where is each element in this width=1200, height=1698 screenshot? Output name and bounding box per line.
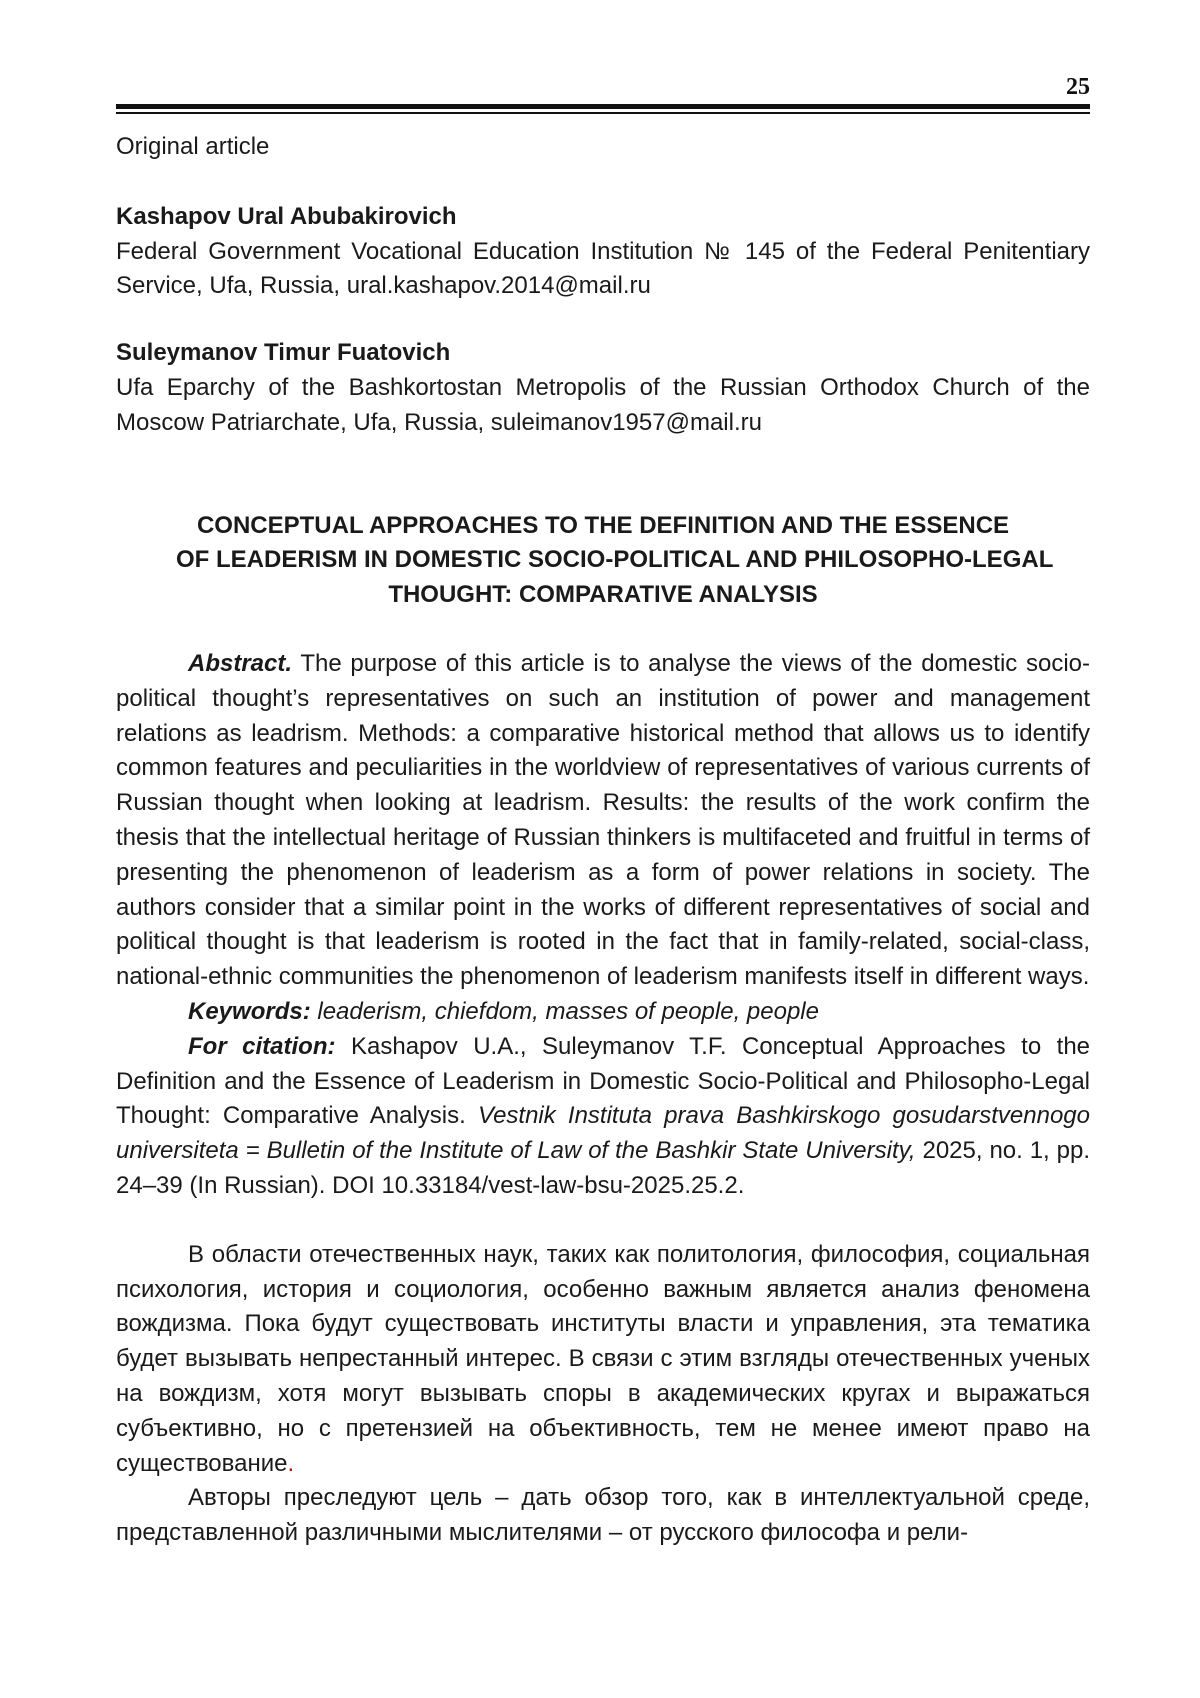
page-number: 25 [1066,74,1090,100]
author-2-affiliation: Ufa Eparchy of the Bashkortostan Metropolis of the Russian Orthodox Church of the Moscow Patriarchate, Ufa, Russia, suleimanov1957@mail.ru [116,373,1090,436]
article-title [116,509,1090,613]
title-line-3: THOUGHT: COMPARATIVE ANALYSIS [388,581,818,609]
article-content [116,130,1090,1551]
keywords-text: leaderism, chiefdom, masses of people, people [317,997,819,1025]
abstract-text: The purpose of this article is to analyse the views of the domestic socio-political thought’s representatives on such an institution of power and management relations as leadrism. Methods: a comparative historical method that allows us to identify common features and peculiarities in the worldview of representatives of various currents of Russian thought when looking at leadrism. Results: the results of the work confirm the thesis that the intellectual heritage of Russian thinkers is multifaceted and fruitful in terms of presenting the phenomenon of leaderism as a form of power relations in society. The authors consider that a similar point in the works of different representatives of social and political thought is that leaderism is rooted in the fact that in family-related, social-class, national-ethnic communities the phenomenon of leaderism manifests itself in different ways. [116,649,1091,991]
article-type: Original article [116,133,270,160]
keywords-label: Keywords: [188,997,311,1025]
citation-label: For citation: [188,1032,336,1060]
citation-text: Kashapov U.A., Suleymanov T.F. Conceptual Approaches to the Definition and the Essence of Leaderism in Domestic Socio-Political and Philosopho-Legal Thought: Comparative Analysis. [116,1032,1091,1130]
body-paragraph-1-text: В области отечественных наук, таких как политология, философия, социальная психология, история и социология, особенно важным является анализ феномена вождизма. Пока будут существовать институты власти и управления, эта тематика будет вызывать непрестанный интерес. В связи с этим взгляды отечественных ученых на вождизм, хотя могут вызывать споры в академических кругах и выражаться субъективно, но с претензией на объективность, тем не менее имеют право на существование [116,1240,1090,1477]
header-rule-thin [116,112,1090,114]
citation-details: 2025, no. 1, pp. 24–39 (In Russian). DOI 10.33184/vest-law-bsu-2025.25.2. [116,1137,1090,1199]
author-2-name: Suleymanov Timur Fuatovich [116,339,451,367]
header-rule-thick [116,104,1090,109]
author-1-name: Kashapov Ural Abubakirovich [116,202,457,230]
body-paragraph-2: Авторы преследуют цель – дать обзор того, как в интеллектуальной среде, представленной различными мыслителями – от русского философа и рели- [116,1484,1090,1547]
title-line-2: OF LEADERISM IN DOMESTIC SOCIO-POLITICAL AND PHILOSOPHO-LEGAL [176,546,1054,574]
keywords [116,995,1090,1030]
title-line-1: CONCEPTUAL APPROACHES TO THE DEFINITION AND THE ESSENCE [196,511,1010,539]
citation [116,1030,1090,1204]
citation-journal: Vestnik Instituta prava Bashkirskogo gosudarstvennogo universiteta = Bulletin of the Institute of Law of the Bashkir State University, [116,1102,1090,1165]
body-paragraph-1-end: . [287,1449,295,1477]
abstract [116,647,1090,995]
abstract-label: Abstract. [188,649,293,677]
author-1-affiliation: Federal Government Vocational Education Institution № 145 of the Federal Penitentiary Service, Ufa, Russia, ural.kashapov.2014@mail.ru [116,237,1090,300]
body-paragraph-1 [116,1238,1090,1482]
